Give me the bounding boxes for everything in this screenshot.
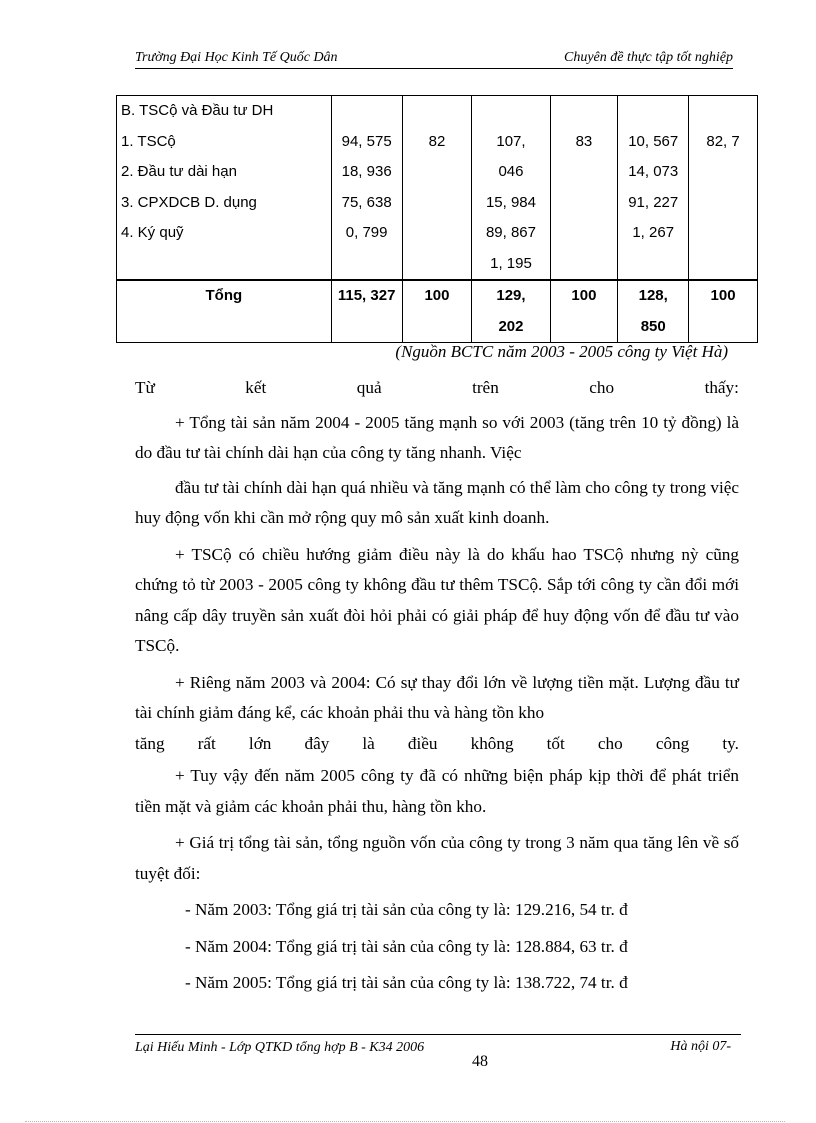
footer-place-date: Hà nội 07- [670,1039,731,1054]
footer-author: Lại Hiếu Minh - Lớp QTKD tổng hợp B - K34 2006 [135,1040,425,1055]
paragraph: đầu tư tài chính dài hạn quá nhiều và tăng mạnh có thể làm cho công ty trong việc huy động vốn khi cần mở rộng quy mô sản xuất kinh doanh. [135,477,739,527]
page-footer [135,1034,741,1070]
value-cell: 91, 227 [628,193,679,211]
list-item: - Năm 2005: Tổng giá trị tài sản của công ty là: 138.722, 74 tr. đ [185,973,628,992]
total-row [117,280,758,343]
pct-cell: 82, 7 [706,132,740,150]
header-school: Trường Đại Học Kinh Tế Quốc Dân [135,50,338,65]
value-cell: 14, 073 [628,163,679,180]
asset-table [116,95,758,343]
pct-cell: 83 [575,132,593,150]
value-cell: 75, 638 [341,193,392,211]
row-label: 3. CPXDCB D. dụng [121,193,257,211]
total-pct: 100 [571,287,597,304]
list-item: - Năm 2003: Tổng giá trị tài sản của công ty là: 129.216, 54 tr. đ [185,900,628,919]
value-cell: 1, 195 [490,254,532,272]
pct-cell: 82 [428,132,446,150]
total-value: 850 [640,317,666,335]
total-label: Tổng [205,287,243,304]
bottom-dotted-line [25,1121,785,1122]
total-value: 202 [498,317,524,335]
value-cell: 10, 567 [628,132,679,150]
row-label: 2. Đầu tư dài hạn [121,163,237,180]
total-value: 129, [496,287,526,304]
page-header [135,50,733,69]
total-pct: 100 [424,287,450,304]
section-label: B. TSCộ và Đầu tư DH [121,102,274,119]
value-cell: 107, [496,132,526,150]
value-cell: 89, 867 [485,224,536,241]
paragraph: + Tuy vậy đến năm 2005 công ty đã có những biện pháp kịp thời để phát triển tiền mặt và giảm các khoản phải thu, hàng tồn kho. [135,766,739,816]
value-cell: 046 [498,163,524,180]
header-title: Chuyên đề thực tập tốt nghiệp [564,50,733,65]
intro-line: Từ kết quả trên cho thấy: [135,378,739,397]
value-cell: 1, 267 [632,224,675,241]
total-value: 115, 327 [337,287,396,304]
value-cell: 15, 984 [485,193,536,211]
body-text [135,373,739,999]
value-cell: 18, 936 [341,163,392,180]
list-item: - Năm 2004: Tổng giá trị tài sản của công ty là: 128.884, 63 tr. đ [185,936,628,956]
row-label: 1. TSCộ [121,132,176,150]
paragraph: + Riêng năm 2003 và 2004: Có sự thay đổi lớn về lượng tiền mặt. Lượng đầu tư tài chính giảm đáng kể, các khoản phải thu và hàng tồn kho [135,672,739,722]
value-cell: 0, 799 [345,224,388,241]
paragraph: + TSCộ có chiều hướng giảm điều này là do khấu hao TSCộ nhưng nỳ cũng chứng tỏ từ 2003 - 2005 công ty không đầu tư thêm TSCộ. Sắp tới công ty cần đổi mới nâng cấp dây truyền sản xuất đòi hỏi phải có giải pháp để huy động vốn để đầu tư vào TSCộ. [135,544,739,655]
total-value: 128, [638,287,668,304]
table-row [117,96,758,281]
total-pct: 100 [710,287,736,304]
value-cell: 94, 575 [341,132,392,150]
paragraph-last-line: tăng rất lớn đây là điều không tốt cho công ty. [135,733,739,753]
row-label: 4. Ký quỹ [121,224,184,241]
paragraph: + Tổng tài sản năm 2004 - 2005 tăng mạnh so với 2003 (tăng trên 10 tỷ đồng) là do đầu tư tài chính dài hạn của công ty tăng nhanh. Việc [135,412,739,462]
table-source: (Nguồn BCTC năm 2003 - 2005 công ty Việt Hà) [395,342,728,361]
paragraph: + Giá trị tổng tài sản, tổng nguồn vốn của công ty trong 3 năm qua tăng lên về số tuyệt đối: [135,833,739,883]
page-number: 48 [472,1053,488,1070]
